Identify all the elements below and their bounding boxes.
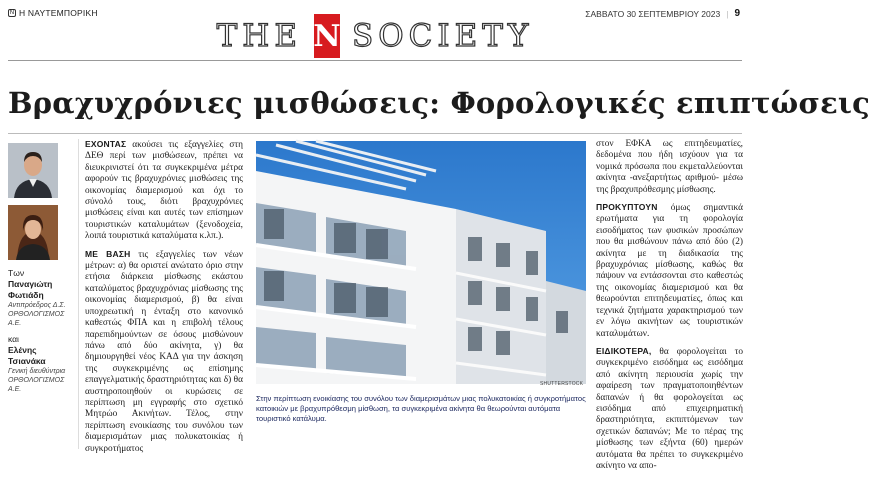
issue-date: ΣΑΒΒΑΤΟ 30 ΣΕΠΤΕΜΒΡΙΟΥ 2023 <box>585 8 721 19</box>
section-word-the: THE <box>216 18 302 54</box>
section-n-badge: N <box>314 14 340 58</box>
page-number: 9 <box>734 8 740 19</box>
paragraph-text: θα φορολογείται το συγκεκριμένο εισόδημα ως εισόδημα από ακίνητη περιουσία χωρίς την αφαίρεση των πραγματοποιηθέντων δαπανών ή θα φορολογείται ως εισόδημα από επιχειρηματική δραστηριότητα, εκπιπτόμενων των σχετικών δαπανών; Με το πέρας της μίσθωσης των εξήντα (60) ημερών αυτόματα θα πρέπει το συγκεκριμένο ακίνητο να απο- <box>596 346 743 471</box>
author2-photo <box>8 205 58 260</box>
paragraph-lead: ΜΕ ΒΑΣΗ <box>85 248 131 259</box>
article-photo <box>256 141 586 384</box>
article-column-1 <box>85 139 243 461</box>
author1-portrait-icon <box>8 143 58 198</box>
author1-role: Αντιπρόεδρος Δ.Σ. ΟΡΘΟΛΟΓΙΣΜΟΣ Α.Ε. <box>8 302 66 327</box>
section-word-society: SOCIETY <box>351 18 534 54</box>
author2-name: Ελένης Τσιανάκα <box>8 345 46 366</box>
paragraph-lead: ΕΧΟΝΤΑΣ <box>85 139 127 149</box>
byline <box>8 268 74 400</box>
author1-name: Παναγιώτη Φωτιάδη <box>8 279 53 300</box>
section-title <box>0 10 750 62</box>
photo-caption: Στην περίπτωση ενοικίασης του συνόλου των διαμερισμάτων μιας πολυκατοικίας ή συγκροτήματος κατοικιών με βραχυπρόθεσμη μίσθωση, τα συγκεκριμένα ακίνητα θα θεωρούνται αυτόματα τουριστικό κατάλυμα. <box>256 394 586 423</box>
author1-photo <box>8 143 58 198</box>
apartment-building-image <box>256 141 586 384</box>
paragraph <box>596 139 743 196</box>
article-column-3 <box>596 139 743 478</box>
paragraph <box>85 249 243 455</box>
photo-credit: SHUTTERSTOCK <box>540 381 584 387</box>
header-rule <box>8 60 742 61</box>
paragraph <box>596 346 743 472</box>
paragraph-text: στον ΕΦΚΑ ως επιτηδευματίες, δεδομένα που ήδη ισχύουν για τα νομικά πρόσωπα που εκμεταλλεύονται ακίνητα -ανεξαρτήτως αριθμού- μέσω της βραχυπρόθεσμης μίσθωσης. <box>596 139 743 195</box>
article-headline: Βραχυχρόνιες μισθώσεις: Φορολογικές επιπτώσεις <box>8 86 870 120</box>
newspaper-name: Η ΝΑΥΤΕΜΠΟΡΙΚΗ <box>19 8 98 18</box>
paragraph-text: τις εξαγγελίες των νέων μέτρων: α) θα οριστεί ανώτατο όριο στην ετήσια διάρκεια μίσθωσης εκάστου καταλύματος βραχυχρόνιας μίσθωσης της οικονομίας διαμερισμού, β) θα είναι υποχρεωτική η ένταξη στο κανονικό καθεστώς ΦΠΑ και η επιβολή τέλους παρεπιδημούντων σε όσους μισθώνουν πάνω από δύο ακίνητα, γ) θα δημιουργηθεί νέος ΚΑΔ για την άσκηση της συγκεκριμένης ως επίσημης επαγγελματικής δραστηριότητας και δ) θα αυστηροποιηθούν οι κυρώσεις σε περίπτωση μη εγγραφής στο σχετικό Μητρώο Ακινήτων. Τέλος, στην περίπτωση ενοικίασης του συνόλου των διαμερισμάτων μιας πολυκατοικίας ή συγκροτήματος <box>85 249 243 454</box>
paragraph-lead: ΕΙΔΙΚΟΤΕΡΑ, <box>596 345 652 356</box>
byline-joiner: και <box>8 334 19 344</box>
paragraph-text: ακούσει τις εξαγγελίες στη ΔΕΘ περί των μισθώσεων, πρέπει να διευκρινιστεί ότι τα συγκεκριμένα μέτρα αφορούν τις βραχυχρόνιες μισθώσεις της οικονομίας διαμερισμού και όχι το σύνολό τους, διότι βραχυχρόνιες μισθώσεις είναι και αυτές των επίσημων τουριστικών καταλυμάτων (ξενοδοχεία, λοιπά τουριστικά καταλύματα κ.λπ.). <box>85 140 243 242</box>
column-divider <box>78 139 79 449</box>
paragraph <box>596 202 743 340</box>
paragraph-text: όμως σημαντικά ερωτήματα για τη φορολογία εισοδήματος των φυσικών προσώπων που θα μισθώνουν πάνω από δύο (2) ακίνητα με τη διαδικασία της βραχυχρόνιας μίσθωσης, καθώς θα πάψουν να εντάσσονται στο καθεστώς της οικονομίας διαμερισμού και θα θεωρούνται επιτηδευματίες, όπως και τεχνικά ζητήματα χαρακτηρισμού των εν λόγω ακινήτων ως τουριστικών καταλυμάτων. <box>596 203 743 339</box>
paragraph-lead: ΠΡΟΚΥΠΤΟΥΝ <box>596 202 658 213</box>
author2-role: Γενική διευθύντρια ΟΡΘΟΛΟΓΙΣΜΟΣ Α.Ε. <box>8 368 66 393</box>
author2-portrait-icon <box>8 205 58 260</box>
newspaper-emblem-icon: Ν <box>9 10 15 16</box>
byline-prefix: Των <box>8 268 25 278</box>
headline-rule <box>8 133 742 134</box>
paragraph <box>85 139 243 243</box>
date-separator: | <box>726 8 729 19</box>
